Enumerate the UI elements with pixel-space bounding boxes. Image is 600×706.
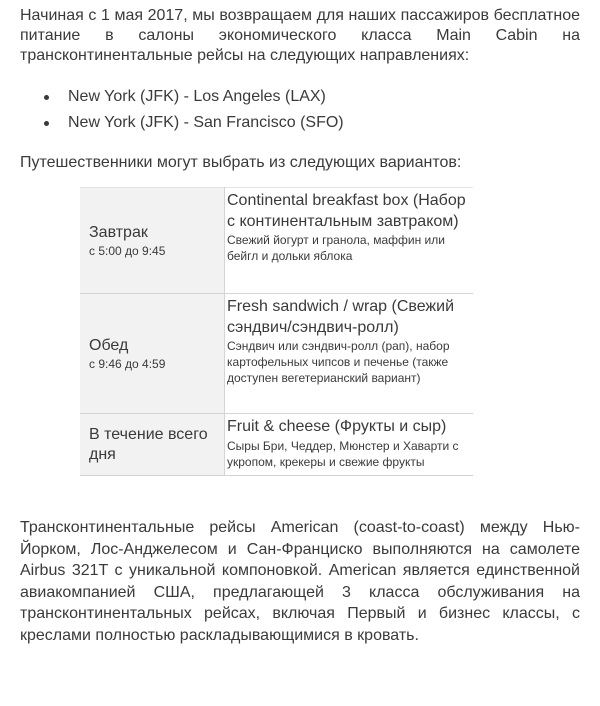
option-description: Свежий йогурт и гранола, маффин или бейгл и дольки яблока — [227, 233, 445, 263]
option-cell — [225, 294, 474, 414]
meal-cell — [80, 294, 225, 414]
meal-name: Завтрак — [89, 223, 148, 241]
routes-list — [20, 86, 580, 133]
meal-name: Обед — [89, 336, 129, 354]
meal-cell — [80, 188, 225, 294]
option-description: Сыры Бри, Чеддер, Мюнстер и Хаварти с укропом, крекеры и свежие фрукты — [227, 438, 459, 469]
option-description: Сэндвич или сэндвич-ролл (рап), набор картофельных чипсов и печенье (также доступен вегетерианский вариант) — [227, 339, 450, 385]
option-cell — [225, 414, 474, 476]
list-item: New York (JFK) - Los Angeles (LAX) — [68, 86, 580, 107]
meal-time: с 9:46 до 4:59 — [89, 356, 166, 371]
option-title: Continental breakfast box (Набор с континентальным завтраком) — [227, 192, 466, 230]
table-row — [80, 188, 473, 294]
options-intro: Путешественники могут выбрать из следующих вариантов: — [20, 154, 462, 171]
option-title: Fruit & cheese (Фрукты и сыр) — [227, 418, 447, 435]
table-row — [80, 294, 473, 414]
table-row — [80, 414, 473, 476]
meal-cell — [80, 414, 225, 476]
intro-paragraph: Начиная с 1 мая 2017, мы возвращаем для наших пассажиров бесплатное питание в салоны экономического класса Main Cabin на трансконтинентальные рейсы на следующих направлениях: — [20, 7, 580, 64]
list-item: New York (JFK) - San Francisco (SFO) — [68, 112, 580, 133]
outro-paragraph: Трансконтинентальные рейсы American (coast-to-coast) между Нью-Йорком, Лос-Анджелесом и Сан-Франциско выполняются на самолете Airbus 321T с уникальной компоновкой. American является единственной авиакомпанией США, предлагающей 3 класса обслуживания на трансконтинентальных рейсах, включая Первый и бизнес классы, с креслами полностью раскладывающимися в кровать. — [20, 519, 580, 644]
meal-name: В течение всего дня — [89, 425, 208, 463]
meal-time: с 5:00 до 9:45 — [89, 243, 166, 258]
meal-options-table — [80, 187, 473, 476]
option-cell — [225, 188, 474, 294]
option-title: Fresh sandwich / wrap (Свежий сэндвич/сэндвич-ролл) — [227, 298, 455, 336]
